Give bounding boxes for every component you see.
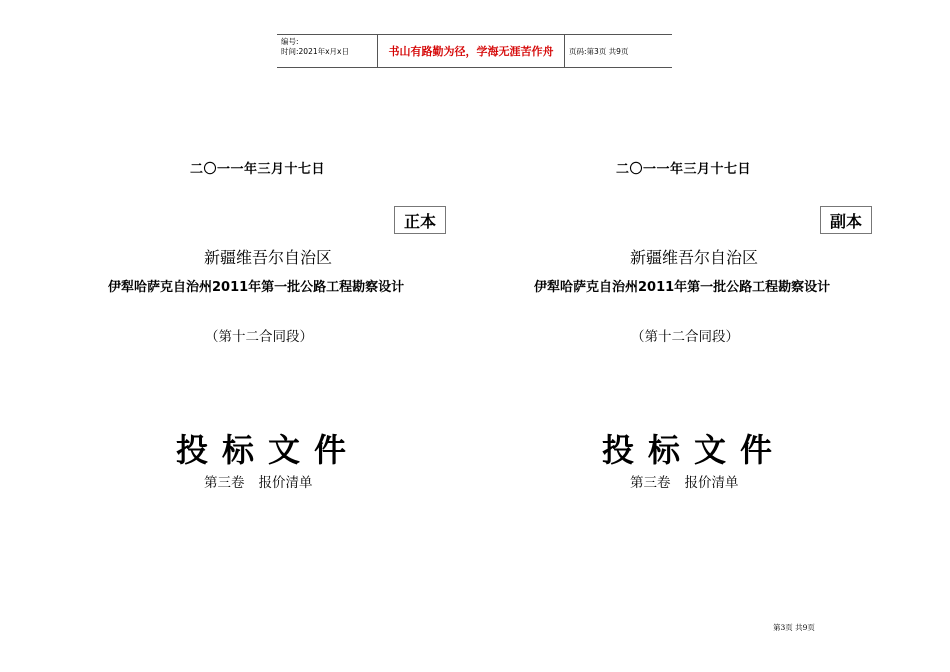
cover-title: 投标文件	[176, 431, 361, 469]
cover-volume-name: 报价清单	[684, 475, 739, 491]
cover-volume	[204, 471, 313, 491]
cover-region: 新疆维吾尔自治区	[204, 248, 333, 267]
footer-page-number: 第3页 共9页	[773, 623, 815, 632]
cover-stamp: 正本	[394, 206, 446, 234]
cover-volume-number: 第三卷	[204, 475, 245, 491]
cover-date: 二〇一一年三月十七日	[616, 162, 752, 177]
header-motto: 书山有路勤为径，学海无涯苦作舟	[378, 35, 565, 67]
cover-date: 二〇一一年三月十七日	[190, 162, 326, 177]
cover-stamp: 副本	[820, 206, 872, 234]
cover-copy	[426, 0, 901, 672]
cover-project: 伊犁哈萨克自治州2011年第一批公路工程勘察设计	[534, 280, 831, 295]
cover-project: 伊犁哈萨克自治州2011年第一批公路工程勘察设计	[108, 280, 405, 295]
header-time-label: 时间:2021年x月x日	[281, 47, 349, 56]
cover-volume	[630, 471, 739, 491]
cover-section: （第十二合同段）	[631, 329, 739, 345]
header-number-label: 编号:	[281, 37, 299, 46]
cover-volume-name: 报价清单	[258, 475, 313, 491]
cover-section: （第十二合同段）	[205, 329, 313, 345]
cover-region: 新疆维吾尔自治区	[630, 248, 759, 267]
cover-title: 投标文件	[602, 431, 787, 469]
header-page-label: 页码:第3页 共9页	[569, 46, 629, 56]
cover-volume-number: 第三卷	[630, 475, 671, 491]
